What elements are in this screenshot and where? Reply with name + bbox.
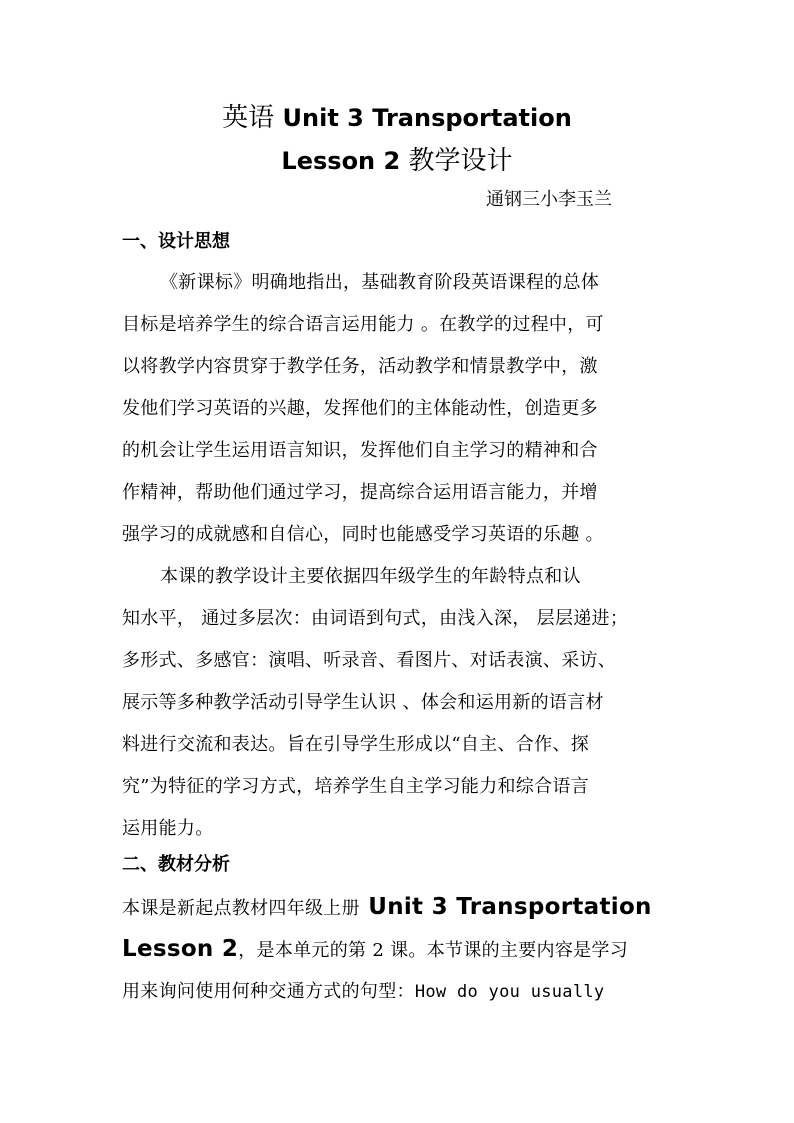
author-line: 通钢三小李玉兰 xyxy=(486,189,612,210)
paragraph-line: 的机会让学生运用语言知识，发挥他们自主学习的精神和合 xyxy=(122,440,598,461)
paragraph-line: 以将教学内容贯穿于教学任务，活动教学和情景教学中，激 xyxy=(122,356,598,377)
material-line-1 xyxy=(122,894,652,922)
paragraph-line: 料进行交流和表达。旨在引导学生形成以“自主、合作、探 xyxy=(122,734,589,755)
material-line-3 xyxy=(122,979,604,1005)
paragraph-line: 展示等多种教学活动引导学生认识 、体会和运用新的语言材 xyxy=(122,692,604,713)
paragraph-line: 强学习的成就感和自信心，同时也能感受学习英语的乐趣 。 xyxy=(122,524,604,545)
title-english-text: Unit 3 Transportation xyxy=(274,104,572,132)
material-line-3-english: How do you usually xyxy=(414,982,605,1002)
document-title-line-2 xyxy=(0,145,794,177)
material-line-2-lesson: Lesson 2 xyxy=(122,936,239,962)
section-heading-material-analysis: 二、教材分析 xyxy=(122,854,230,875)
material-line-1-unit: Unit 3 Transportation xyxy=(359,894,652,920)
paragraph-line: 作精神，帮助他们通过学习，提高综合运用语言能力，并增 xyxy=(122,482,598,503)
paragraph-line: 《新课标》明确地指出，基础教育阶段英语课程的总体 xyxy=(160,272,600,293)
document-title-line-1 xyxy=(0,102,794,134)
paragraph-line: 运用能力。 xyxy=(122,818,214,839)
section-heading-design-idea: 一、设计思想 xyxy=(122,231,230,252)
title-cjk-text: 英语 xyxy=(222,103,275,133)
material-line-3-cjk: 用来询问使用何种交通方式的句型： xyxy=(122,981,415,1002)
material-line-2 xyxy=(122,936,628,964)
lesson-label: Lesson 2 xyxy=(281,147,409,175)
paragraph-line: 目标是培养学生的综合语言运用能力 。在教学的过程中，可 xyxy=(122,314,604,335)
paragraph-line: 发他们学习英语的兴趣，发挥他们的主体能动性，创造更多 xyxy=(122,398,598,419)
teaching-design-label: 教学设计 xyxy=(408,146,513,176)
material-line-1-cjk: 本课是新起点教材四年级上册 xyxy=(122,898,360,919)
paragraph-line: 知水平， 通过多层次：由词语到句式，由浅入深， 层层递进； xyxy=(122,608,629,629)
paragraph-line: 多形式、多感官：演唱、听录音、看图片、对话表演、采访、 xyxy=(122,650,617,671)
material-line-2-cjk: ，是本单元的第 2 课。本节课的主要内容是学习 xyxy=(238,940,629,961)
paragraph-line: 究”为特征的学习方式，培养学生自主学习能力和综合语言 xyxy=(122,776,589,797)
paragraph-line: 本课的教学设计主要依据四年级学生的年龄特点和认 xyxy=(160,566,581,587)
